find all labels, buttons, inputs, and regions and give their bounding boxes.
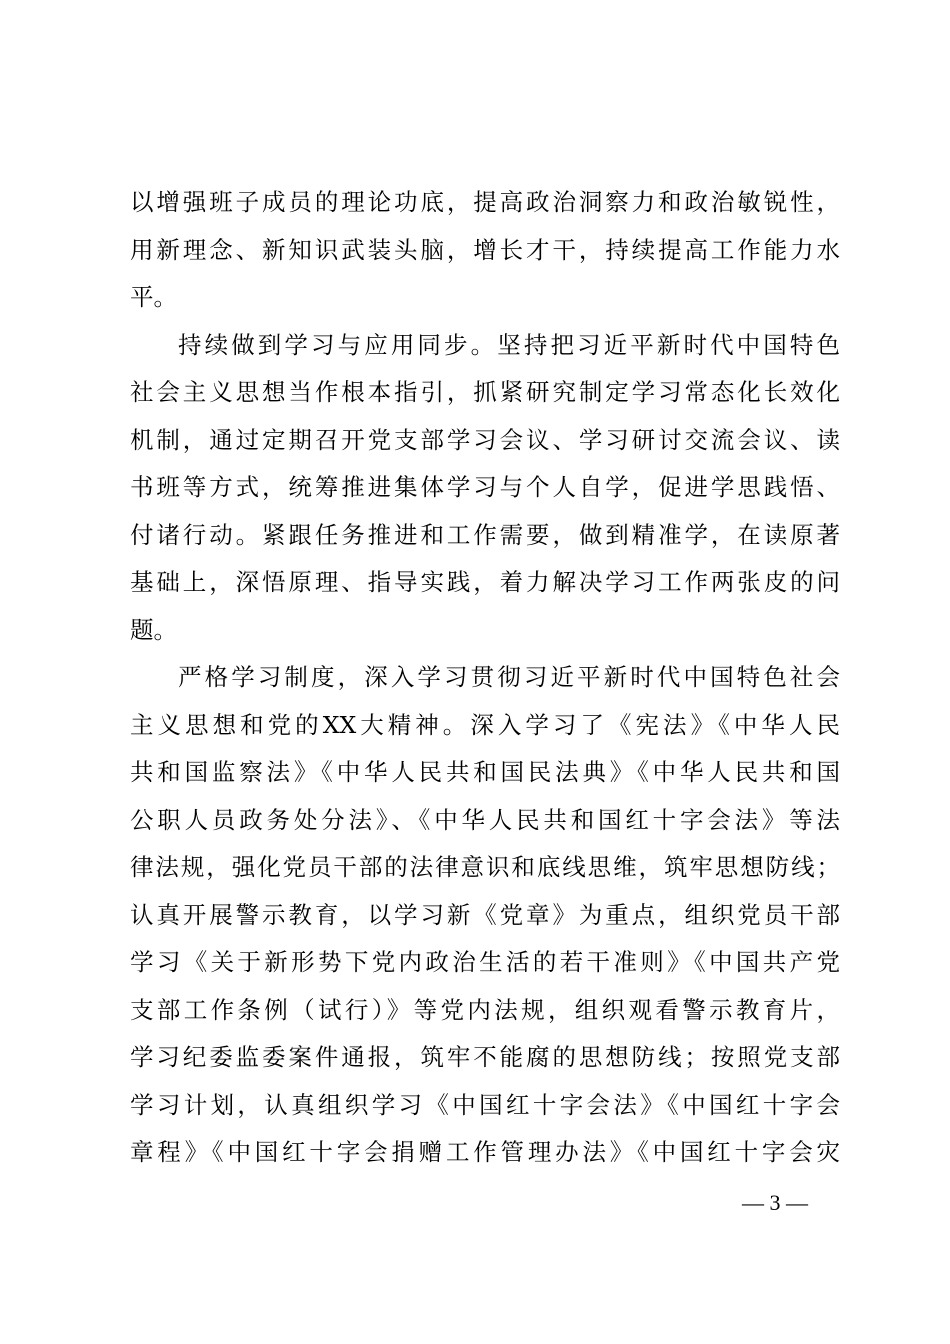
text-line: 付诸行动。紧跟任务推进和工作需要，做到精准学，在读原著 (130, 520, 840, 549)
paragraph-1 (130, 179, 840, 322)
text-line: 平。 (130, 283, 177, 311)
text-line: 机制，通过定期召开党支部学习会议、学习研讨交流会议、读 (130, 425, 840, 454)
text-line: 社会主义思想当作根本指引，抓紧研究制定学习常态化长效化 (130, 378, 840, 406)
text-line: 题。 (130, 615, 177, 644)
text-line: 学习《关于新形势下党内政治生活的若干准则》《中国共产党 (130, 948, 840, 976)
text-line: 章程》《中国红十字会捐赠工作管理办法》《中国红十字会灾 (130, 1138, 840, 1166)
text-line: 持续做到学习与应用同步。坚持把习近平新时代中国特色 (178, 330, 840, 359)
text-line: 支部工作条例（试行）》等党内法规，组织观看警示教育片， (130, 995, 840, 1024)
page-number: — 3 — (742, 1190, 808, 1215)
text-line: 学习纪委监委案件通报，筑牢不能腐的思想防线；按照党支部 (130, 1043, 840, 1071)
text-line: 共和国监察法》《中华人民共和国民法典》《中华人民共和国 (130, 758, 840, 786)
body-text (130, 179, 840, 1177)
text-line: 公职人员政务处分法》、《中华人民共和国红十字会法》等法 (130, 805, 840, 834)
paragraph-3 (130, 654, 840, 1177)
text-line: 主义思想和党的XX大精神。深入学习了《宪法》《中华人民 (130, 710, 840, 739)
text-line: 学习计划，认真组织学习《中国红十字会法》《中国红十字会 (130, 1090, 840, 1119)
text-line: 认真开展警示教育，以学习新《党章》为重点，组织党员干部 (130, 900, 840, 929)
text-line: 律法规，强化党员干部的法律意识和底线思维，筑牢思想防线； (130, 853, 840, 881)
text-line: 基础上，深悟原理、指导实践，着力解决学习工作两张皮的问 (130, 568, 840, 596)
text-line: 用新理念、新知识武装头脑，增长才干，持续提高工作能力水 (130, 235, 840, 264)
text-line: 严格学习制度，深入学习贯彻习近平新时代中国特色社会 (178, 663, 840, 691)
text-line: 以增强班子成员的理论功底，提高政治洞察力和政治敏锐性， (130, 188, 840, 216)
paragraph-2 (130, 322, 840, 655)
text-line: 书班等方式，统筹推进集体学习与个人自学，促进学思践悟、 (130, 473, 840, 501)
